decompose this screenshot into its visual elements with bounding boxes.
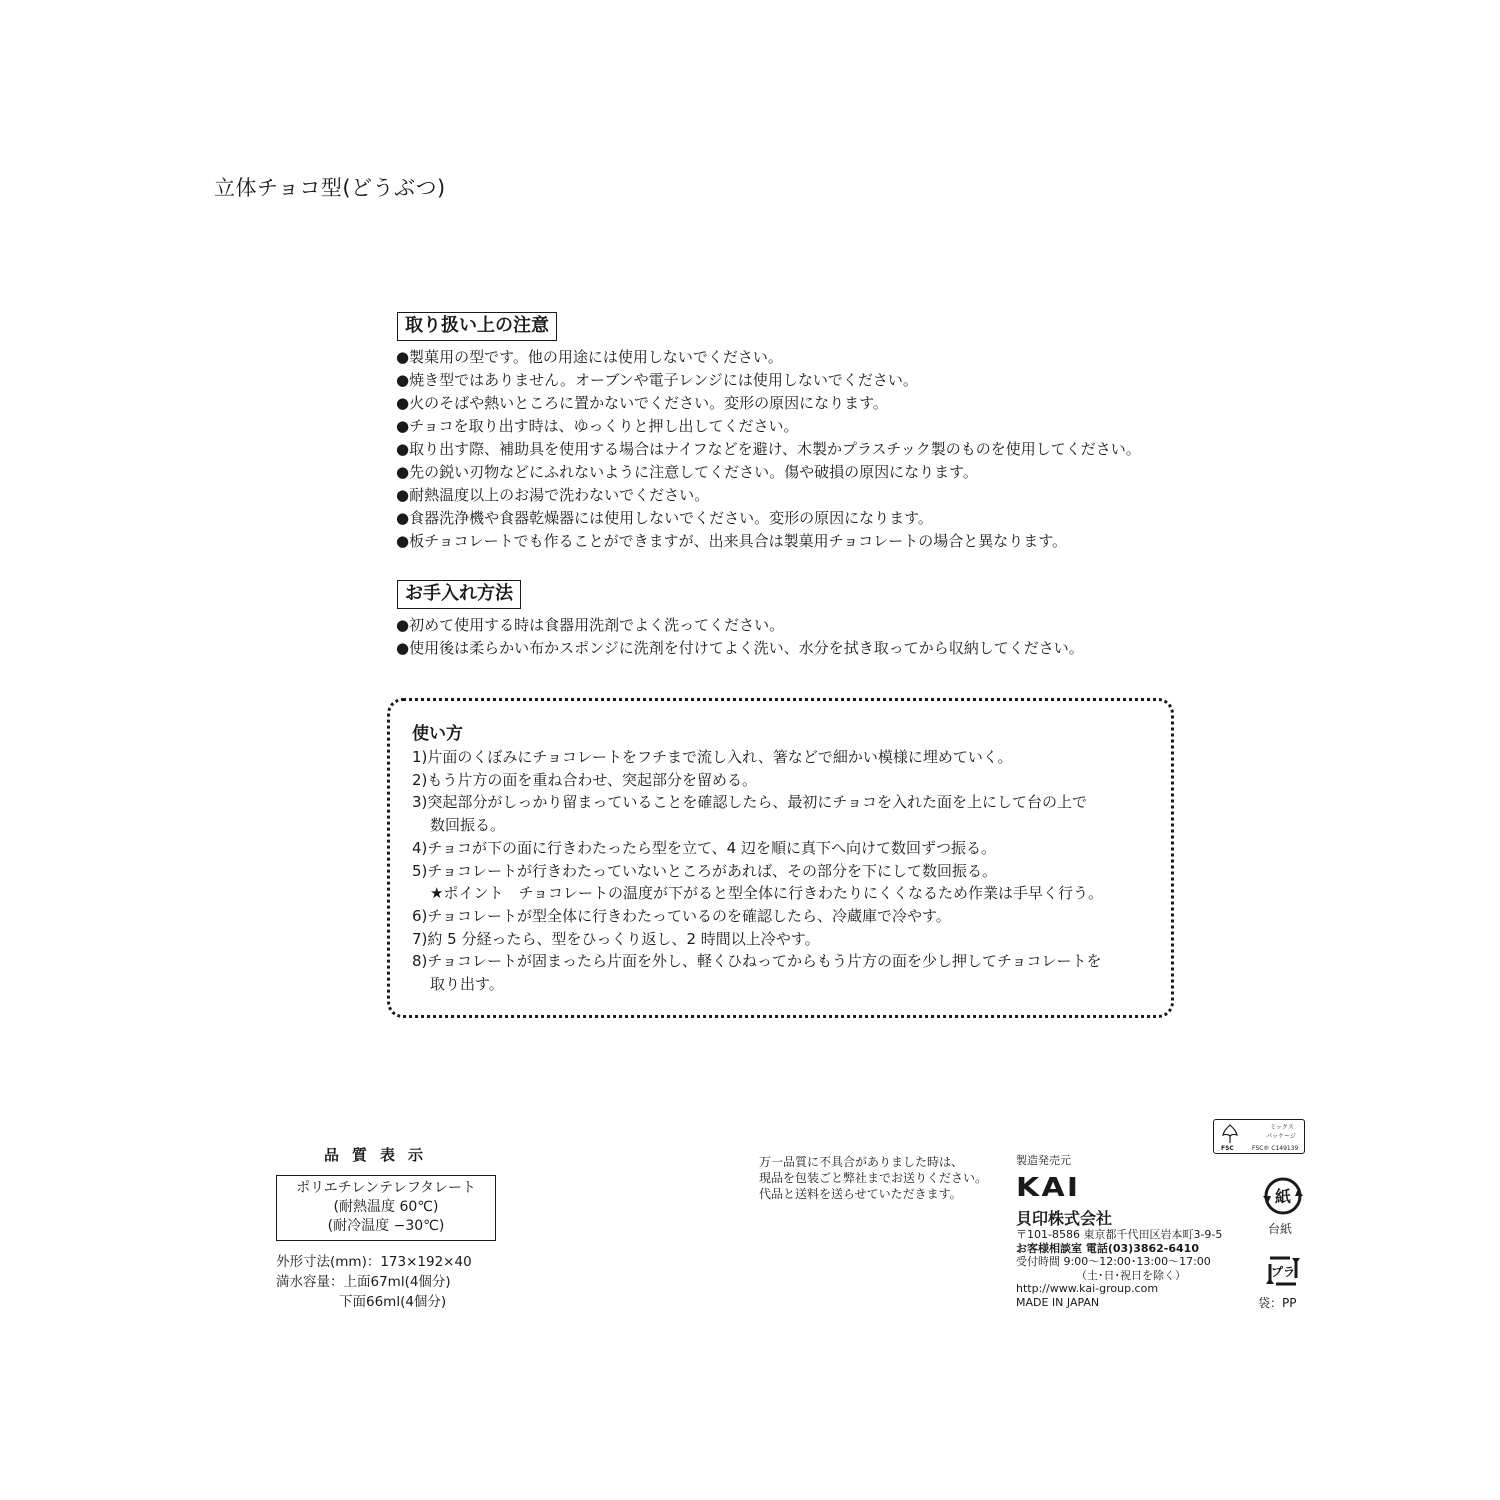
step-line: 7)約 5 分経ったら、型をひっくり返し、2 時間以上冷やす。 — [412, 929, 820, 948]
step-line: 1)片面のくぼみにチョコレートをフチまで流し入れ、箸などで細かい模様に埋めていく。 — [412, 748, 1013, 766]
quality-box — [276, 1175, 496, 1241]
list-item: ●食器洗浄機や食器乾燥器には使用しないでください。変形の原因になります。 — [396, 509, 933, 527]
list-item: ●板チョコレートでも作ることができますが、出来具合は製菓用チョコレートの場合と異なります。 — [396, 532, 1067, 550]
list-item: ●焼き型ではありません。オーブンや電子レンジには使用しないでください。 — [396, 371, 918, 389]
quality-heading: 品質表示 — [324, 1146, 437, 1164]
usage-steps — [412, 746, 1103, 996]
notice-line: 代品と送料を送らせていただきます。 — [759, 1187, 962, 1201]
spec-block — [276, 1252, 472, 1312]
defect-notice — [759, 1154, 987, 1202]
fsc-tree-icon — [1220, 1123, 1240, 1145]
list-item: ●製菓用の型です。他の用途には使用しないでください。 — [396, 348, 783, 366]
step-line: 6)チョコレートが型全体に行きわたっているのを確認したら、冷蔵庫で冷やす。 — [412, 906, 951, 925]
step-line: 取り出す。 — [430, 975, 504, 994]
cold-resistance: (耐冷温度 −30℃) — [327, 1218, 445, 1234]
handling-heading: 取り扱い上の注意 — [397, 312, 557, 341]
website-url: http://www.kai-group.com — [1016, 1282, 1159, 1295]
notice-line: 現品を包装ごと弊社までお送りください。 — [759, 1171, 988, 1185]
holidays: （土･日･祝日を除く） — [1076, 1268, 1186, 1282]
company-info — [1016, 1228, 1222, 1309]
fsc-label: FSC — [1221, 1145, 1234, 1152]
step-line: 4)チョコが下の面に行きわたったら型を立て、4 辺を順に真下へ向けて数回ずつ振る。 — [412, 838, 996, 857]
product-title: 立体チョコ型(どうぶつ) — [214, 176, 446, 200]
list-item: ●チョコを取り出す時は、ゆっくりと押し出してください。 — [396, 417, 799, 435]
step-line: 3)突起部分がしっかり留まっていることを確認したら、最初にチョコを入れた面を上にして台の上で — [412, 793, 1087, 812]
capacity-lower: 下面66ml(4個分) — [339, 1294, 447, 1310]
paper-recycle-icon — [1262, 1175, 1304, 1217]
list-item: ●取り出す際、補助具を使用する場合はナイフなどを避け、木製かプラスチック製のものを使用してください。 — [396, 440, 1141, 458]
paper-symbol: 紙 — [1274, 1187, 1292, 1206]
maker-label: 製造発売元 — [1016, 1154, 1071, 1167]
hours: 受付時間 9:00〜12:00･13:00〜17:00 — [1016, 1255, 1211, 1268]
list-item: ●初めて使用する時は食器用洗剤でよく洗ってください。 — [396, 616, 785, 634]
origin: MADE IN JAPAN — [1016, 1295, 1100, 1309]
list-item: ●火のそばや熱いところに置かないでください。変形の原因になります。 — [396, 394, 888, 412]
fsc-mark — [1213, 1119, 1305, 1154]
fsc-package-text: パッケージ — [1266, 1133, 1296, 1140]
point-line: ★ポイント チョコレートの温度が下がると型全体に行きわたりにくくなるため作業は手早く行う。 — [430, 884, 1104, 903]
material: ポリエチレンテレフタレート — [296, 1180, 476, 1196]
plastic-label: 袋：PP — [1258, 1296, 1297, 1310]
heat-resistance: (耐熱温度 60℃) — [333, 1199, 439, 1215]
step-line: 2)もう片方の面を重ね合わせ、突起部分を留める。 — [412, 770, 757, 789]
capacity: 満水容量：上面67ml(4個分) — [276, 1274, 451, 1290]
plastic-recycle-icon — [1262, 1250, 1304, 1292]
usage-heading: 使い方 — [412, 724, 463, 744]
company-name: 貝印株式会社 — [1016, 1209, 1113, 1228]
contact: お客様相談室 電話(03)3862-6410 — [1016, 1241, 1199, 1255]
handling-list — [396, 346, 1141, 553]
care-heading: お手入れ方法 — [397, 580, 521, 609]
fsc-mix-text: ミックス — [1270, 1124, 1294, 1131]
step-line: 8)チョコレートが固まったら片面を外し、軽くひねってからもう片方の面を少し押してチョコレートを — [412, 952, 1102, 971]
list-item: ●先の鋭い刃物などにふれないように注意してください。傷や破損の原因になります。 — [396, 463, 978, 481]
step-line: 5)チョコレートが行きわたっていないところがあれば、その部分を下にして数回振る。 — [412, 861, 997, 880]
dimensions: 外形寸法(mm)：173×192×40 — [276, 1254, 472, 1270]
list-item: ●使用後は柔らかい布かスポンジに洗剤を付けてよく洗い、水分を拭き取ってから収納してください。 — [396, 639, 1084, 657]
step-line: 数回振る。 — [430, 816, 506, 835]
plastic-symbol: プラ — [1270, 1265, 1296, 1279]
kai-logo: KAI — [1016, 1173, 1081, 1203]
notice-line: 万一品質に不具合がありました時は、 — [759, 1155, 964, 1169]
paper-label: 台紙 — [1268, 1222, 1293, 1236]
care-list — [396, 614, 1084, 660]
address: 〒101-8586 東京都千代田区岩本町3-9-5 — [1016, 1228, 1223, 1241]
fsc-code: FSC® C149139 — [1252, 1145, 1299, 1152]
list-item: ●耐熱温度以上のお湯で洗わないでください。 — [396, 486, 710, 504]
